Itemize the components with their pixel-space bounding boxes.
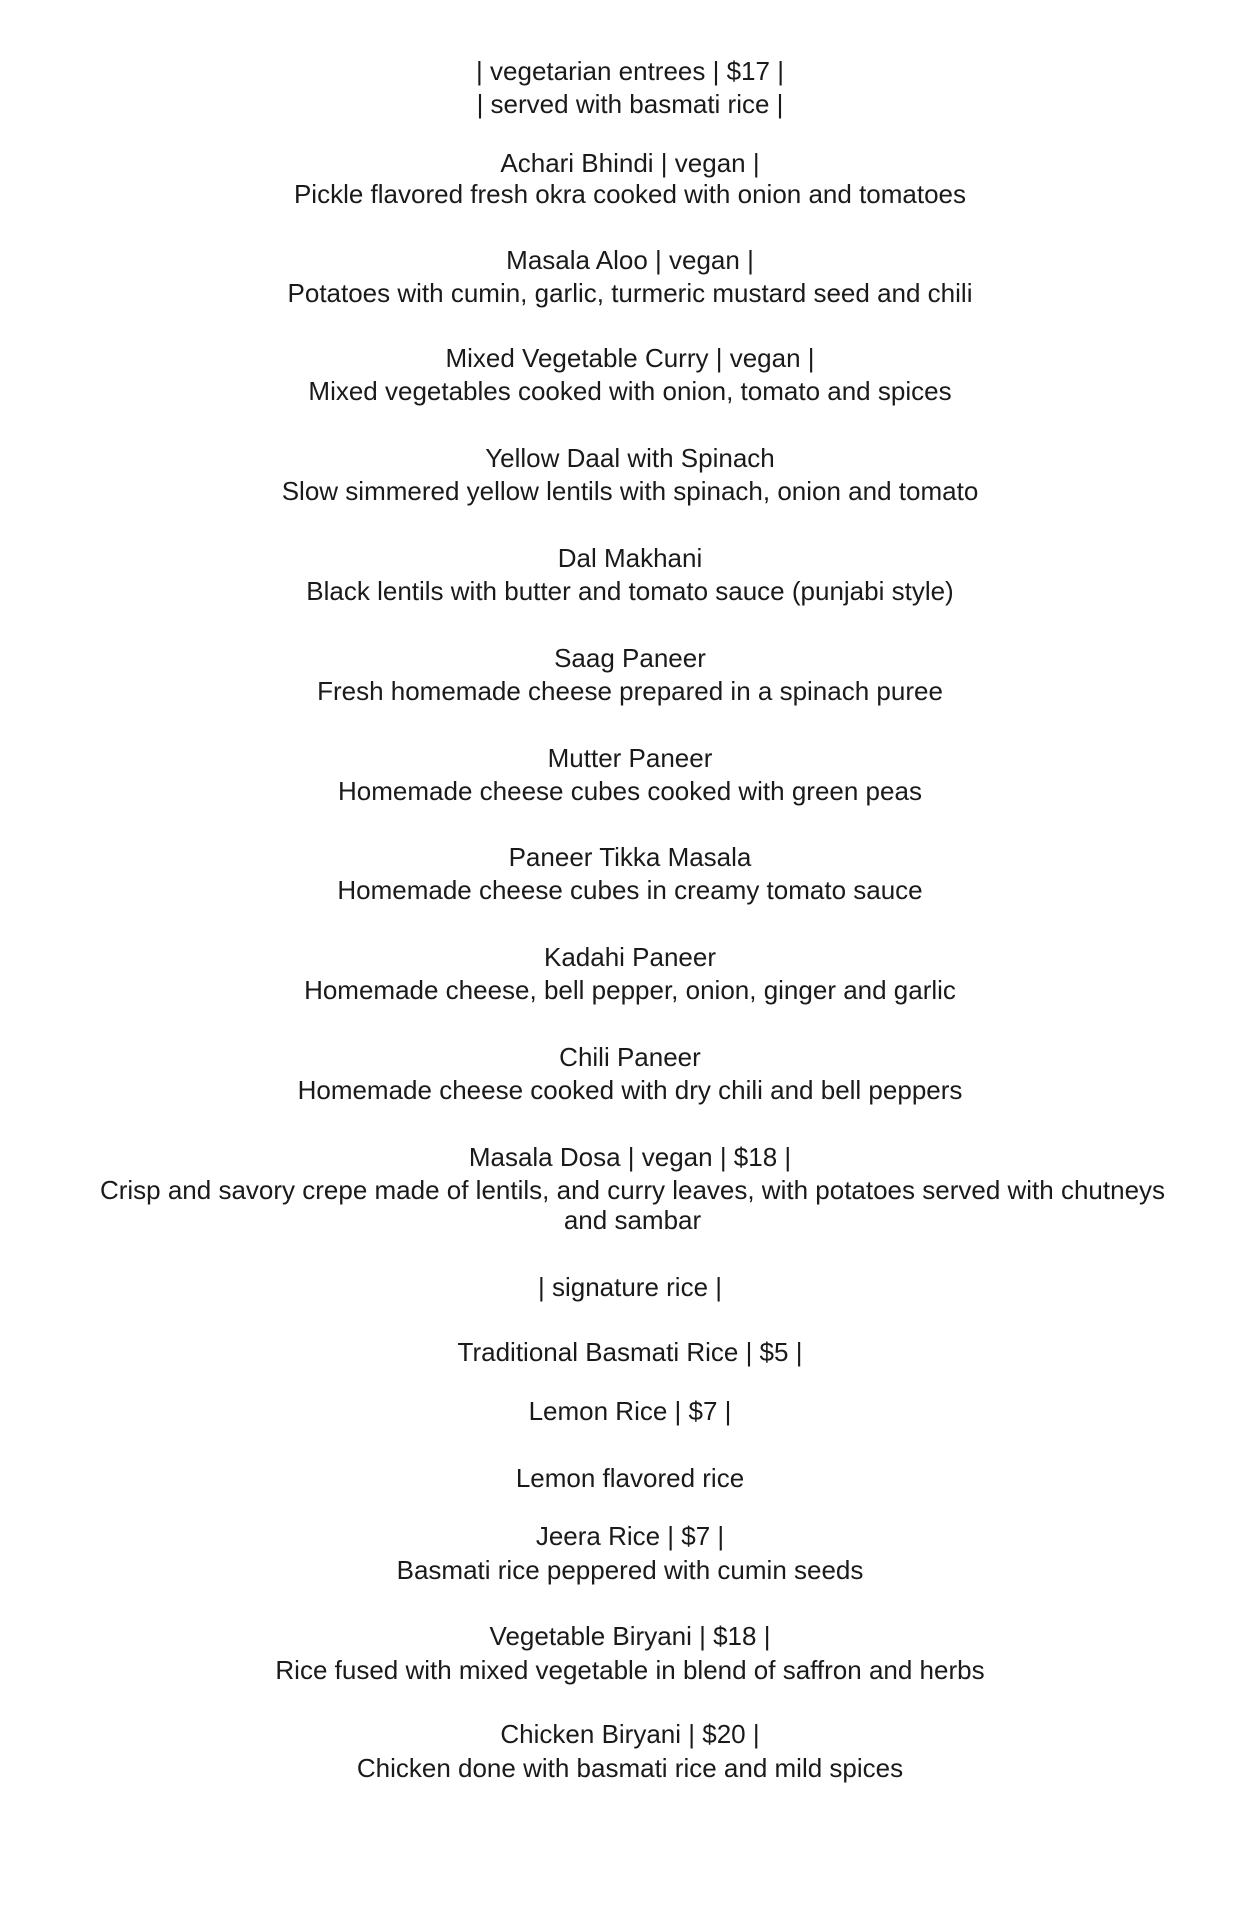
menu-item-name: Traditional Basmati Rice | $5 | <box>457 1337 803 1367</box>
vegetarian-section-heading: | vegetarian entrees | $17 | <box>476 56 784 86</box>
menu-item-description: Potatoes with cumin, garlic, turmeric mustard seed and chili <box>287 278 973 308</box>
menu-item-name: Lemon Rice | $7 | <box>528 1396 732 1426</box>
menu-item-description: Slow simmered yellow lentils with spinach, onion and tomato <box>281 476 979 506</box>
menu-item-name: Achari Bhindi | vegan | <box>500 148 760 178</box>
menu-item-description: Pickle flavored fresh okra cooked with onion and tomatoes <box>293 179 967 209</box>
menu-item-name: Paneer Tikka Masala <box>508 842 752 872</box>
menu-item-name: Vegetable Biryani | $18 | <box>489 1621 771 1651</box>
menu-item-description: Chicken done with basmati rice and mild spices <box>356 1753 904 1783</box>
menu-item-name: Jeera Rice | $7 | <box>535 1521 725 1551</box>
menu-item-name: Dal Makhani <box>557 543 703 573</box>
rice-section-heading: | signature rice | <box>537 1272 723 1302</box>
menu-item-description: Homemade cheese, bell pepper, onion, ginger and garlic <box>304 975 956 1005</box>
menu-item-description: Mixed vegetables cooked with onion, tomato and spices <box>308 376 952 406</box>
menu-item-name: Kadahi Paneer <box>543 942 717 972</box>
menu-item-description: Rice fused with mixed vegetable in blend of saffron and herbs <box>275 1655 985 1685</box>
menu-item-name: Yellow Daal with Spinach <box>485 443 775 473</box>
menu-item-name: Mutter Paneer <box>547 743 713 773</box>
menu-item-description: Homemade cheese cubes in creamy tomato sauce <box>337 875 923 905</box>
menu-item-description: Fresh homemade cheese prepared in a spinach puree <box>317 676 943 706</box>
menu-item-name: Chili Paneer <box>559 1042 701 1072</box>
menu-item-description: Crisp and savory crepe made of lentils, and curry leaves, with potatoes served with chutneys and sambar <box>99 1175 1166 1235</box>
vegetarian-section-note: | served with basmati rice | <box>476 89 784 119</box>
menu-item-description: Homemade cheese cubes cooked with green peas <box>338 776 922 806</box>
menu-item-name: Chicken Biryani | $20 | <box>500 1719 760 1749</box>
menu-item-name: Mixed Vegetable Curry | vegan | <box>445 343 815 373</box>
menu-item-name: Masala Dosa | vegan | $18 | <box>468 1142 792 1172</box>
menu-item-name: Saag Paneer <box>554 643 706 673</box>
menu-item-description: Homemade cheese cooked with dry chili and bell peppers <box>297 1075 963 1105</box>
menu-item-name: Masala Aloo | vegan | <box>506 245 754 275</box>
menu-item-description: Lemon flavored rice <box>515 1463 745 1493</box>
menu-item-description: Basmati rice peppered with cumin seeds <box>396 1555 864 1585</box>
menu-item-description: Black lentils with butter and tomato sauce (punjabi style) <box>306 576 954 606</box>
